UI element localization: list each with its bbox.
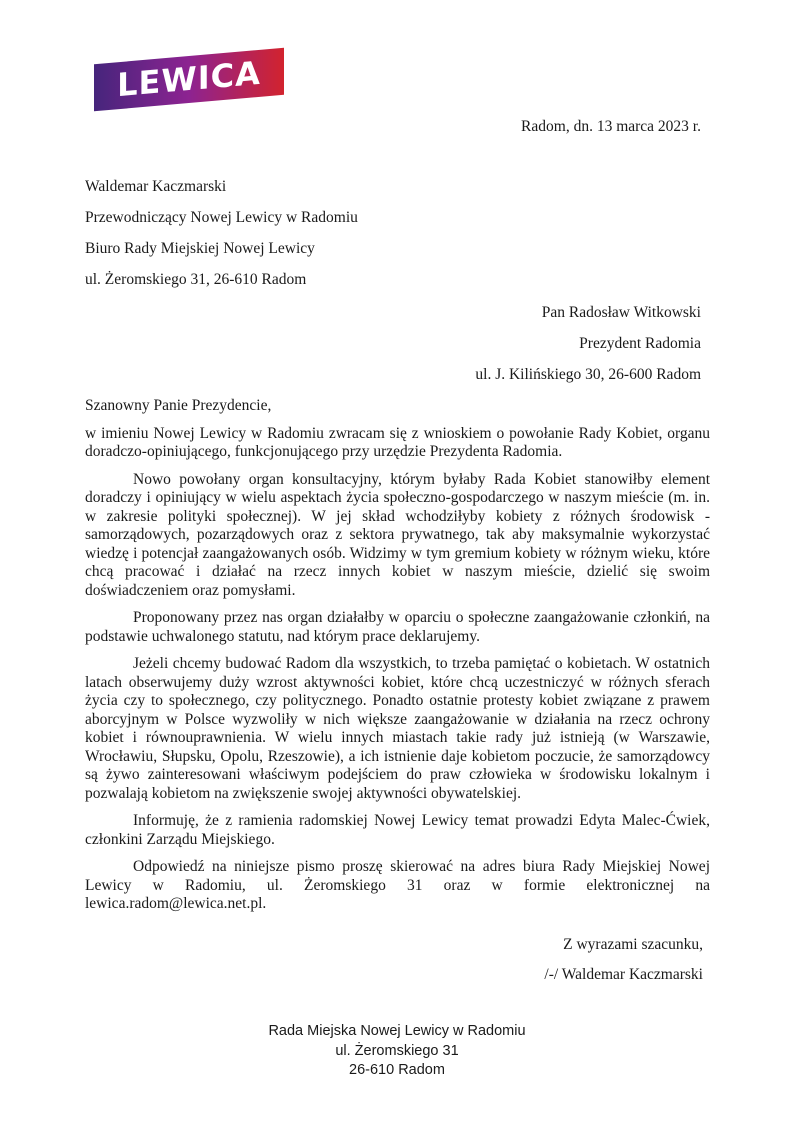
body-paragraph-4: Jeżeli chcemy budować Radom dla wszystkich, to trzeba pamiętać o kobietach. W ostatnich latach obserwujemy duży wzrost aktywności kobiet, które chcą uczestniczyć w różnych sferach życia czy to społecznego, czy politycznego. Ponadto ostatnie protesty kobiet związane z prawem aborcyjnym w Polsce wyzwoliły w nich większe zaangażowanie w działania na rzecz ochrony kobiet i równouprawnienia. W wielu innych miastach takie rady już istnieją (w Warszawie, Wrocławiu, Słupsku, Opolu, Rzeszowie), a ich istnienie daje kobietom poczucie, że samorządowcy są żywo zainteresowani właściwym podejściem do praw człowieka w środowisku lokalnym i pozwalają kobietom na zwiększenie swojej aktywności obywatelskiej. (85, 655, 710, 802)
sender-name: Waldemar Kaczmarski (85, 177, 227, 195)
body-paragraph-6: Odpowiedź na niniejsze pismo proszę skierować na adres biura Rady Miejskiej Nowej Lewicy w Radomiu, ul. Żeromskiego 31 oraz w formie elektronicznej na lewica.radom@lewica.net.pl. (85, 858, 710, 912)
body-paragraph-3: Proponowany przez nas organ działałby w oparciu o społeczne zaangażowanie członkiń, na podstawie uchwalonego statutu, nad którym prace deklarujemy. (85, 609, 710, 645)
valediction: Z wyrazami szacunku, (563, 935, 703, 953)
lewica-logo (94, 48, 284, 112)
date-line: Radom, dn. 13 marca 2023 r. (521, 118, 701, 135)
recipient-block (85, 304, 710, 385)
recipient-address: ul. J. Kilińskiego 30, 26-600 Radom (475, 366, 701, 383)
footer-street: ul. Żeromskiego 31 (335, 1042, 459, 1059)
sender-address: ul. Żeromskiego 31, 26-610 Radom (85, 270, 307, 288)
footer-postal-city: 26-610 Radom (349, 1062, 445, 1078)
closing-block (85, 936, 710, 985)
sender-block (85, 178, 710, 290)
footer-organization: Rada Miejska Nowej Lewicy w Radomiu (268, 1023, 526, 1039)
sender-title: Przewodniczący Nowej Lewicy w Radomiu (85, 208, 358, 226)
signature: /-/ Waldemar Kaczmarski (544, 965, 703, 983)
recipient-title: Prezydent Radomia (579, 335, 701, 352)
footer-block (0, 1022, 794, 1081)
body-paragraph-1: w imieniu Nowej Lewicy w Radomiu zwracam się z wnioskiem o powołanie Rady Kobiet, organu doradczo-opiniującego, funkcjonującego przy urzędzie Prezydenta Radomia. (85, 424, 710, 460)
body-paragraph-5: Informuję, że z ramienia radomskiej Nowej Lewicy temat prowadzi Edyta Malec-Ćwiek, członkini Zarządu Miejskiego. (85, 812, 710, 848)
salutation: Szanowny Panie Prezydencie, (85, 397, 272, 414)
recipient-name: Pan Radosław Witkowski (541, 304, 701, 321)
letter-body (85, 397, 710, 914)
sender-office: Biuro Rady Miejskiej Nowej Lewicy (85, 239, 315, 257)
lewica-logo-text: LEWICA (117, 53, 261, 105)
body-paragraph-2: Nowo powołany organ konsultacyjny, którym byłaby Rada Kobiet stanowiłby element doradczy i opiniujący w wielu aspektach życia społeczno-gospodarczego w naszym mieście (m. in. w zakresie polityki społecznej). W jej skład wchodziłyby kobiety z różnych środowisk - samorządowych, pozarządowych oraz z sektora prywatnego, tak aby maksymalnie wykorzystać wiedzę i potencjał zaangażowanych osób. Widzimy w tym gremium kobiety w różnym wieku, które chcą pracować i działać na rzecz innych kobiet w naszym mieście, dzielić się swoim doświadczeniem oraz pomysłami. (85, 470, 710, 599)
